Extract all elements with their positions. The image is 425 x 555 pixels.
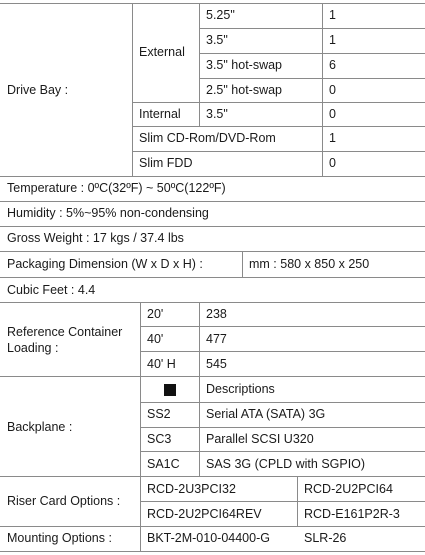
divider [199, 53, 425, 54]
divider [0, 201, 425, 202]
drive-qty: 6 [329, 58, 336, 72]
divider [0, 3, 425, 4]
divider [140, 302, 141, 376]
mounting-label: Mounting Options : [7, 531, 112, 545]
drive-type: Slim FDD [139, 156, 193, 170]
drive-type: 5.25" [206, 8, 235, 22]
packaging-label: Packaging Dimension (W x D x H) : [7, 257, 203, 271]
gross-weight-spec: Gross Weight : 17 kgs / 37.4 lbs [7, 231, 184, 245]
mounting-option: SLR-26 [304, 531, 347, 545]
black-square-icon [164, 384, 176, 396]
backplane-code: SC3 [147, 432, 172, 446]
external-label: External [139, 45, 185, 59]
divider [140, 476, 141, 551]
divider [199, 376, 200, 476]
backplane-desc: Serial ATA (SATA) 3G [206, 407, 326, 421]
backplane-label: Backplane : [7, 420, 73, 434]
drive-qty: 1 [329, 131, 336, 145]
container-size: 20' [147, 307, 164, 321]
drive-type: 3.5" [206, 33, 228, 47]
container-label-line1: Reference Container [7, 325, 123, 339]
backplane-desc: Parallel SCSI U320 [206, 432, 314, 446]
riser-option: RCD-E161P2R-3 [304, 507, 400, 521]
divider [140, 351, 425, 352]
divider [140, 402, 425, 403]
divider [297, 476, 298, 526]
container-label-line2: Loading : [7, 341, 59, 355]
container-size: 40' [147, 332, 164, 346]
container-qty: 545 [206, 357, 227, 371]
divider [199, 3, 200, 126]
humidity-spec: Humidity : 5%~95% non-condensing [7, 206, 209, 220]
drive-type: Slim CD-Rom/DVD-Rom [139, 131, 276, 145]
divider [0, 226, 425, 227]
riser-option: RCD-2U2PCI64 [304, 482, 393, 496]
riser-option: RCD-2U2PCI64REV [147, 507, 262, 521]
drive-qty: 1 [329, 8, 336, 22]
container-size: 40' H [147, 357, 176, 371]
divider [140, 501, 425, 502]
divider [132, 126, 425, 127]
divider [132, 151, 425, 152]
divider [0, 476, 425, 477]
backplane-header: Descriptions [206, 382, 275, 396]
divider [132, 102, 425, 103]
divider [0, 277, 425, 278]
container-qty: 477 [206, 332, 227, 346]
divider [199, 302, 200, 376]
mounting-option: BKT-2M-010-04400-G [147, 531, 270, 545]
drive-type: 2.5" hot-swap [206, 83, 283, 97]
drive-qty: 0 [329, 83, 336, 97]
divider [132, 3, 133, 176]
divider [140, 451, 425, 452]
riser-option: RCD-2U3PCI32 [147, 482, 236, 496]
divider [0, 302, 425, 303]
drive-qty: 1 [329, 33, 336, 47]
backplane-code: SA1C [147, 457, 180, 471]
drive-type: 3.5" hot-swap [206, 58, 283, 72]
divider [0, 526, 425, 527]
backplane-desc: SAS 3G (CPLD with SGPIO) [206, 457, 366, 471]
riser-label: Riser Card Options : [7, 494, 121, 508]
divider [0, 551, 425, 552]
container-qty: 238 [206, 307, 227, 321]
divider [140, 376, 141, 476]
drive-type: 3.5" [206, 107, 228, 121]
backplane-code: SS2 [147, 407, 171, 421]
drive-bay-label: Drive Bay : [7, 83, 69, 97]
divider [242, 251, 243, 277]
divider [0, 176, 425, 177]
cubic-feet-spec: Cubic Feet : 4.4 [7, 283, 96, 297]
divider [0, 376, 425, 377]
temperature-spec: Temperature : 0ºC(32ºF) ~ 50ºC(122ºF) [7, 181, 226, 195]
drive-qty: 0 [329, 156, 336, 170]
divider [0, 251, 425, 252]
drive-qty: 0 [329, 107, 336, 121]
divider [199, 28, 425, 29]
packaging-value: mm : 580 x 850 x 250 [249, 257, 370, 271]
divider [199, 78, 425, 79]
divider [140, 427, 425, 428]
divider [140, 326, 425, 327]
divider [322, 3, 323, 176]
internal-label: Internal [139, 107, 181, 121]
